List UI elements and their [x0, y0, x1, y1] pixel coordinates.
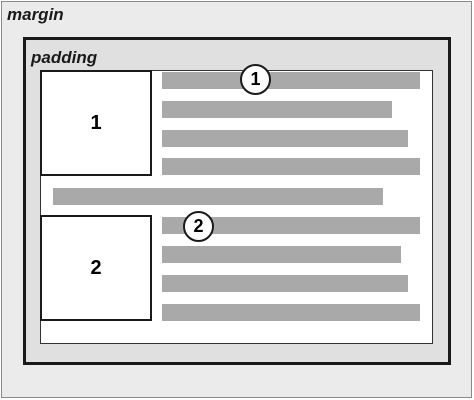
- text-line-bar: [162, 275, 408, 292]
- marker-circle-1: 1: [240, 64, 271, 95]
- text-line-bar: [162, 130, 408, 147]
- text-line-bar: [162, 72, 420, 89]
- padding-label: padding: [31, 48, 98, 67]
- text-line-bar: [162, 158, 420, 175]
- text-line-bar: [162, 246, 401, 263]
- marker-circle-2: 2: [183, 211, 214, 242]
- margin-label: margin: [7, 5, 64, 24]
- text-line-bar: [162, 304, 420, 321]
- text-line-bar: [53, 188, 383, 205]
- text-line-bar: [162, 101, 392, 118]
- float-box-2: 2: [40, 215, 152, 321]
- float-box-1: 1: [40, 70, 152, 176]
